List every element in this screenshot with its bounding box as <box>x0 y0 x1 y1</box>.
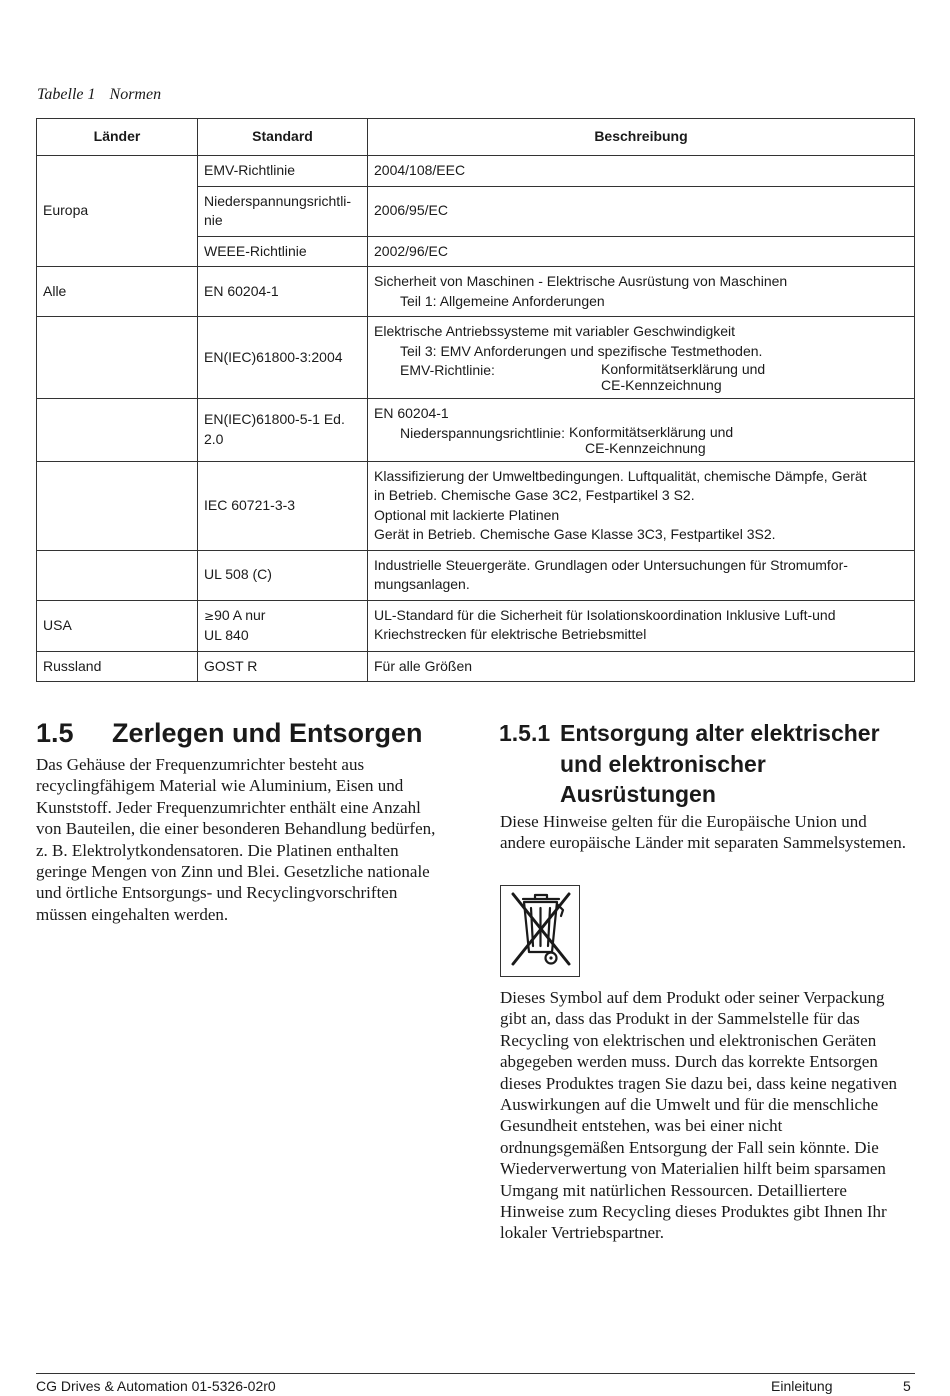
text-line: abgegeben werden muss. Durch das korrekte Entsorgen <box>500 1052 878 1072</box>
table-row <box>37 156 915 187</box>
table-header-row <box>37 119 915 156</box>
cell-country: Russland <box>37 651 198 682</box>
cell-line <box>204 606 361 627</box>
cell-country: USA <box>37 600 198 651</box>
section-heading <box>36 716 423 750</box>
cell-line: Industrielle Steuergeräte. Grundlagen oder Untersuchungen für Stromumfor- <box>374 556 848 573</box>
cell-standard: IEC 60721-3-3 <box>198 461 368 550</box>
text-line: müssen eingehalten werden. <box>36 904 229 924</box>
table-caption-title: Normen <box>109 86 162 103</box>
cell-line: in Betrieb. Chemische Gase 3C2, Festpartikel 3 S2. <box>374 487 695 503</box>
text-line: geringe Mengen von Zinn und Blei. Gesetzliche nationale <box>36 862 430 882</box>
text-line: Dieses Symbol auf dem Produkt oder seiner Verpackung <box>500 988 885 1007</box>
cell-description: 2002/96/EC <box>368 236 915 267</box>
subsection-title <box>560 718 880 810</box>
text-line: andere europäische Länder mit separaten Sammelsystemen. <box>500 833 906 853</box>
table-row <box>37 267 915 317</box>
cell-standard: UL 508 (C) <box>198 550 368 600</box>
header-laender: Länder <box>37 119 198 156</box>
cell-line: Klassifizierung der Umweltbedingungen. Luftqualität, chemische Dämpfe, Gerät <box>374 467 867 484</box>
cell-standard: GOST R <box>198 651 368 682</box>
cell-line: UL-Standard für die Sicherheit für Isolationskoordination Inklusive Luft-und <box>374 606 836 623</box>
greater-equal-symbol: ≥ <box>204 608 215 623</box>
subsection-intro <box>500 811 920 854</box>
cell-text: 90 A nur <box>214 606 266 623</box>
cell-description <box>368 550 915 600</box>
table-row <box>37 399 915 462</box>
table-row <box>37 317 915 399</box>
header-standard: Standard <box>198 119 368 156</box>
text-line: von Bauteilen, die einer besonderen Behandlung bedürfen, <box>36 819 436 839</box>
text-line: lokaler Vertriebspartner. <box>500 1223 664 1243</box>
title-line: und elektronischer <box>560 750 766 777</box>
footer-document-id: CG Drives & Automation 01-5326-02r0 <box>36 1378 276 1394</box>
table-row <box>37 550 915 600</box>
cell-country <box>37 399 198 462</box>
cell-line: Konformitätserklärung und <box>601 361 766 377</box>
title-line: Entsorgung alter elektrischer <box>560 720 880 746</box>
table-caption-label: Tabelle 1 <box>37 86 96 103</box>
subsection-heading <box>499 718 919 810</box>
cell-line: Niederspannungsrichtli- <box>204 192 352 209</box>
text-line: recyclingfähigem Material wie Aluminium, Eisen und <box>36 776 404 796</box>
cell-standard <box>198 399 368 462</box>
text-line: Umgang mit natürlichen Ressourcen. Detailliertere <box>500 1180 847 1200</box>
cell-country: Europa <box>37 156 198 267</box>
text-line: und örtliche Entsorgungs- und Recyclingvorschriften <box>36 883 398 903</box>
cell-description: 2004/108/EEC <box>368 156 915 187</box>
cell-standard <box>198 186 368 236</box>
cell-line: 2.0 <box>204 430 224 447</box>
text-line: z. B. Elektrolytkondensatoren. Die Platinen enthalten <box>36 840 399 860</box>
cell-line: Elektrische Antriebssysteme mit variabler Geschwindigkeit <box>374 323 736 339</box>
footer-divider <box>36 1373 915 1374</box>
cell-line: Teil 3: EMV Anforderungen und spezifische Testmethoden. <box>400 342 763 359</box>
cell-line: mungsanlagen. <box>374 576 470 592</box>
cell-line: Optional mit lackierte Platinen <box>374 506 560 523</box>
cell-description <box>368 399 915 462</box>
directive-value <box>601 361 765 393</box>
text-line: Recycling von elektrischen und elektronischen Geräten <box>500 1030 877 1050</box>
cell-standard: EN 60204-1 <box>198 267 368 317</box>
directive-key: Niederspannungsrichtlinie: <box>400 424 565 441</box>
table-row <box>37 461 915 550</box>
text-line: Hinweise zum Recycling dieses Produktes gibt Ihnen Ihr <box>500 1202 887 1222</box>
cell-standard <box>198 600 368 651</box>
cell-line: Konformitätserklärung und <box>569 423 734 440</box>
cell-line: Teil 1: Allgemeine Anforderungen <box>400 292 605 309</box>
cell-line: EN 60204-1 <box>374 405 449 421</box>
section-number: 1.5 <box>36 718 74 748</box>
cell-country <box>37 317 198 399</box>
cell-description <box>368 317 915 399</box>
table-row <box>37 600 915 651</box>
header-beschreibung: Beschreibung <box>368 119 915 156</box>
cell-standard: EN(IEC)61800-3:2004 <box>198 317 368 399</box>
text-line: Gesundheit entstehen, was bei einer nicht <box>500 1116 783 1136</box>
section-title: Zerlegen und Entsorgen <box>112 718 423 748</box>
cell-description: 2006/95/EC <box>368 186 915 236</box>
title-line: Ausrüstungen <box>560 781 716 807</box>
cell-line: EN(IEC)61800-5-1 Ed. <box>204 411 345 428</box>
directive-row <box>374 424 908 456</box>
cell-standard: WEEE-Richtlinie <box>198 236 368 267</box>
cell-line: CE-Kennzeichnung <box>585 439 706 456</box>
cell-standard: EMV-Richtlinie <box>198 156 368 187</box>
cell-line: nie <box>204 212 223 228</box>
cell-line: CE-Kennzeichnung <box>601 377 722 393</box>
text-line: Diese Hinweise gelten für die Europäische Union und <box>500 812 867 831</box>
subsection-number: 1.5.1 <box>499 720 551 746</box>
table-caption <box>37 86 161 104</box>
section-body <box>36 754 456 925</box>
crossed-out-wheelie-bin-icon <box>500 885 580 977</box>
cell-description <box>368 600 915 651</box>
footer-page-number: 5 <box>903 1378 911 1394</box>
table-row <box>37 651 915 682</box>
text-line: Auswirkungen auf die Umwelt und für die menschliche <box>500 1095 879 1115</box>
norms-table <box>36 118 915 682</box>
text-line: dieses Produktes tragen Sie dazu bei, dass keine negativen <box>500 1073 898 1093</box>
cell-description <box>368 267 915 317</box>
cell-line: Kriechstrecken für elektrische Betriebsmittel <box>374 626 647 642</box>
cell-line: UL 840 <box>204 627 249 643</box>
symbol-description <box>500 987 910 1244</box>
cell-description <box>368 461 915 550</box>
cell-country <box>37 461 198 550</box>
cell-country: Alle <box>37 267 198 317</box>
directive-key: EMV-Richtlinie: <box>400 362 495 378</box>
text-line: Wiederverwertung von Materialien hilft beim sparsamen <box>500 1159 886 1179</box>
cell-line: Sicherheit von Maschinen - Elektrische Ausrüstung von Maschinen <box>374 273 788 289</box>
weee-symbol-graphic <box>501 886 579 976</box>
cell-country <box>37 550 198 600</box>
footer-section-name: Einleitung <box>771 1378 833 1394</box>
directive-value <box>569 424 733 456</box>
cell-description: Für alle Größen <box>368 651 915 682</box>
text-line: gibt an, dass das Produkt in der Sammelstelle für das <box>500 1009 860 1029</box>
directive-row <box>374 361 908 393</box>
text-line: ordnungsgemäßen Entsorgung der Fall sein könnte. Die <box>500 1137 879 1157</box>
text-line: Das Gehäuse der Frequenzumrichter besteht aus <box>36 755 365 774</box>
cell-line: Gerät in Betrieb. Chemische Gase Klasse 3C3, Festpartikel 3S2. <box>374 526 776 542</box>
text-line: Kunststoff. Jeder Frequenzumrichter enthält eine Anzahl <box>36 797 421 817</box>
